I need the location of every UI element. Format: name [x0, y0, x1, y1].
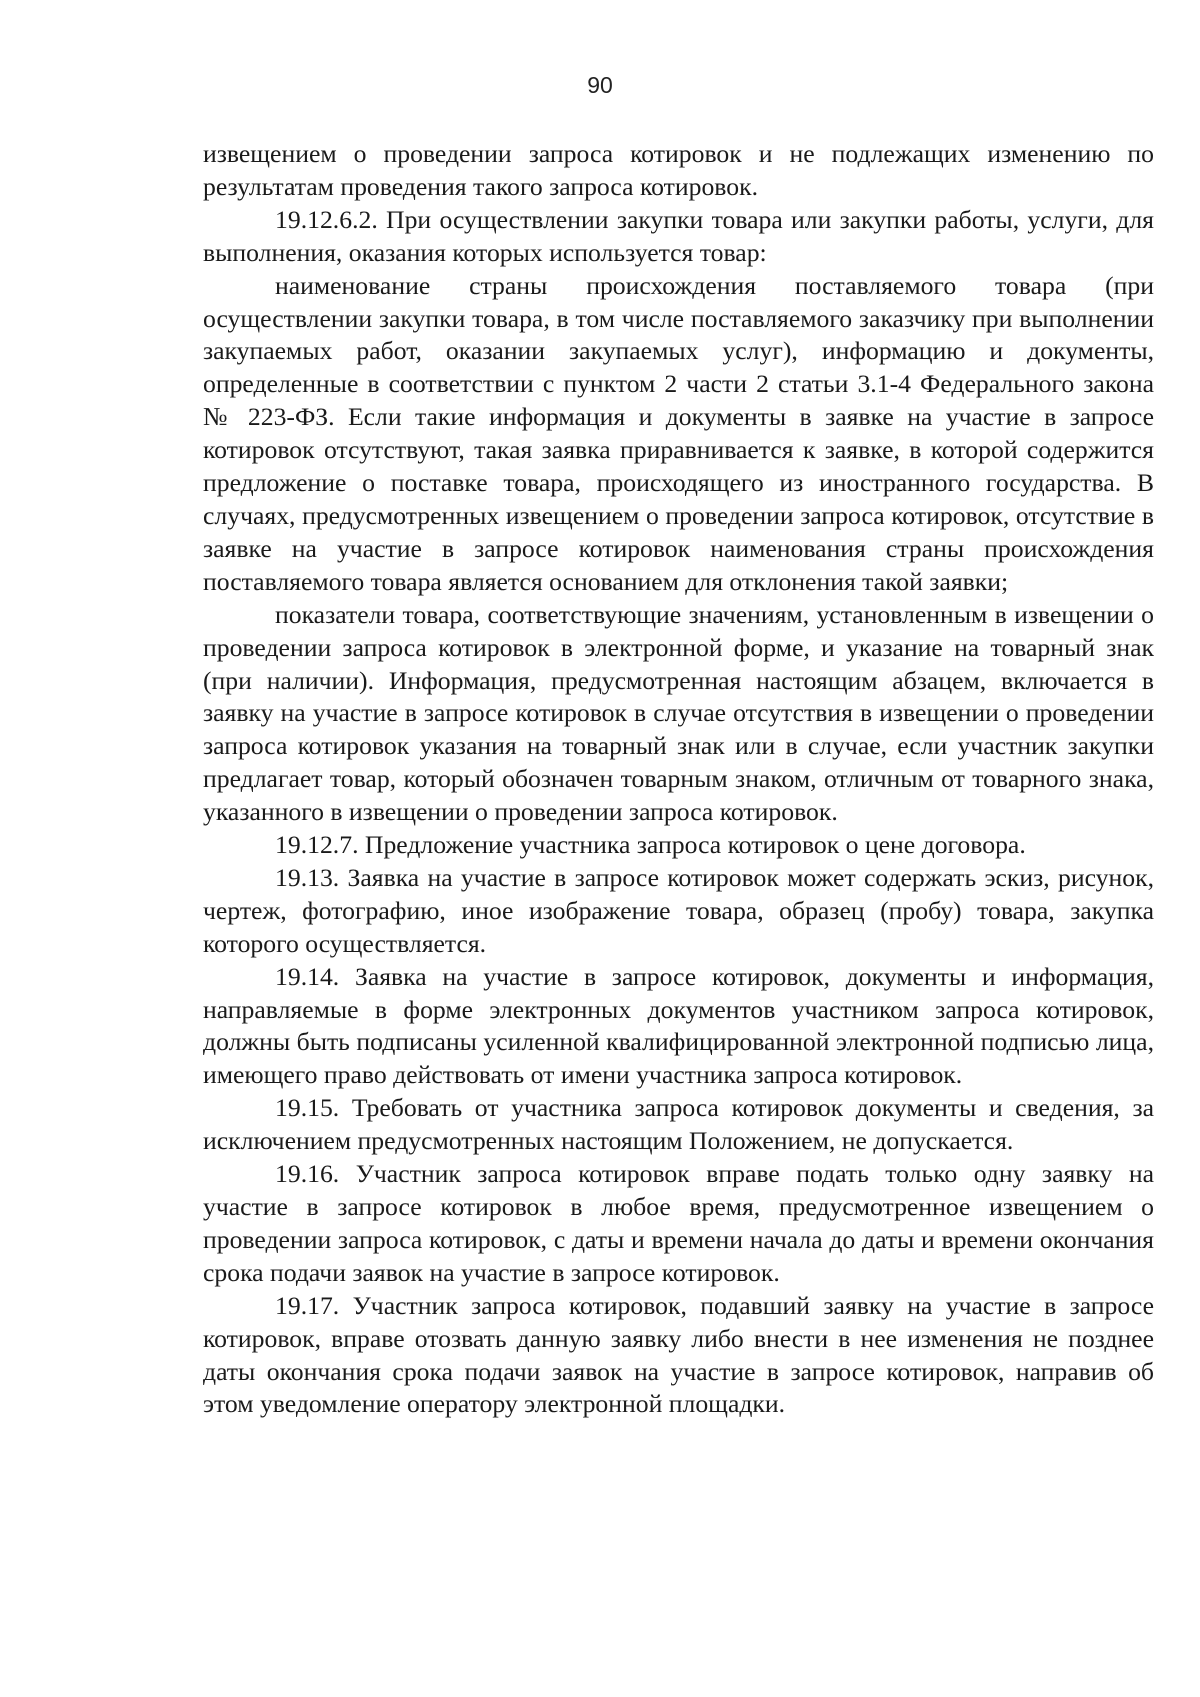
paragraph-19-17: 19.17. Участник запроса котировок, подавший заявку на участие в запросе котировок, вправе отозвать данную заявку либо внести в нее изменения не позднее даты окончания срока подачи заявок на участие в запросе котировок, направив об этом уведомление оператору электронной площадки. — [203, 1290, 1154, 1419]
document-body — [203, 138, 1154, 1421]
paragraph-continuation: извещением о проведении запроса котировок и не подлежащих изменению по результатам проведения такого запроса котировок. — [203, 139, 1154, 201]
paragraph-19-13: 19.13. Заявка на участие в запросе котировок может содержать эскиз, рисунок, чертеж, фотографию, иное изображение товара, образец (пробу) товара, закупка которого осуществляется. — [203, 862, 1154, 958]
paragraph-19-14: 19.14. Заявка на участие в запросе котировок, документы и информация, направляемые в форме электронных документов участником запроса котировок, должны быть подписаны усиленной квалифицированной электронной подписью лица, имеющего право действовать от имени участника запроса котировок. — [203, 961, 1154, 1090]
paragraph-19-12-7: 19.12.7. Предложение участника запроса котировок о цене договора. — [275, 830, 1026, 860]
paragraph-19-15: 19.15. Требовать от участника запроса котировок документы и сведения, за исключением предусмотренных настоящим Положением, не допускается. — [203, 1093, 1154, 1156]
paragraph-19-16: 19.16. Участник запроса котировок вправе подать только одну заявку на участие в запросе котировок в любое время, предусмотренное извещением о проведении запроса котировок, с даты и времени начала до даты и времени окончания срока подачи заявок на участие в запросе котировок. — [203, 1159, 1154, 1287]
paragraph-product-indicators: показатели товара, соответствующие значениям, установленным в извещении о проведении запроса котировок в электронной форме, и указание на товарный знак (при наличии). Информация, предусмотренная настоящим абзацем, включается в заявку на участие в запросе котировок в случае отсутствия в извещении о проведении запроса котировок указания на товарный знак или в случае, если участник закупки предлагает товар, который обозначен товарным знаком, отличным от товарного знака, указанного в извещении о проведении запроса котировок. — [203, 599, 1154, 827]
paragraph-country-of-origin: наименование страны происхождения поставляемого товара (при осуществлении закупки товара, в том числе поставляемого заказчику при выполнении закупаемых работ, оказании закупаемых услуг), информацию и документы, определенные в соответствии с пунктом 2 части 2 статьи 3.1-4 Федерального закона № 223-ФЗ. Если такие информация и документы в заявке на участие в запросе котировок отсутствуют, такая заявка приравнивается к заявке, в которой содержится предложение о поставке товара, происходящего из иностранного государства. В случаях, предусмотренных извещением о проведении запроса котировок, отсутствие в заявке на участие в запросе котировок наименования страны происхождения поставляемого товара является основанием для отклонения такой заявки; — [203, 270, 1154, 596]
paragraph-19-12-6-2: 19.12.6.2. При осуществлении закупки товара или закупки работы, услуги, для выполнения, оказания которых используется товар: — [203, 204, 1154, 267]
page-number: 90 — [587, 72, 613, 98]
